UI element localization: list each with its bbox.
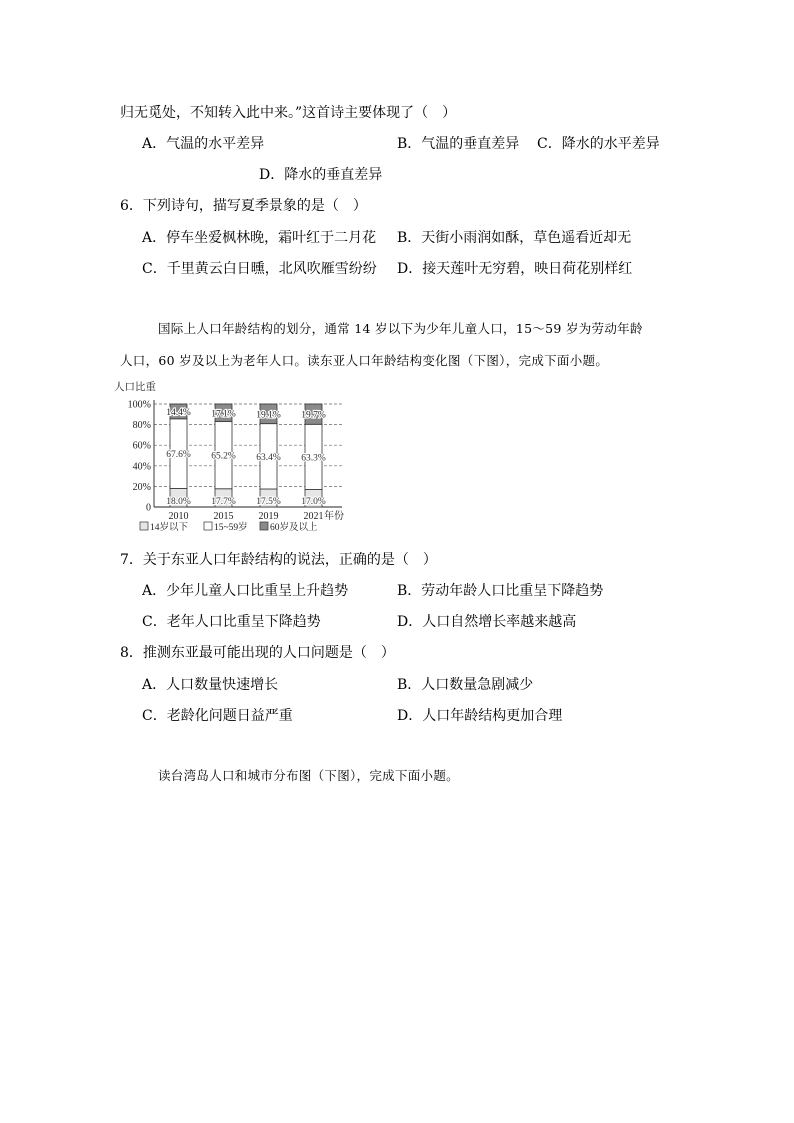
q7-option-a[interactable]: A．少年儿童人口比重呈上升趋势	[142, 583, 349, 599]
q8-option-a[interactable]: A．人口数量快速增长	[142, 677, 279, 693]
data-label: 17.0%	[301, 497, 326, 507]
q8-stem: 8．推测东亚最可能出现的人口问题是（ ）	[120, 645, 395, 661]
y-tick-label: 0	[146, 502, 151, 514]
intro1-line1: 国际上人口年龄结构的划分，通常 14 岁以下为少年儿童人口，15～59 岁为劳动年龄	[158, 321, 643, 336]
q6-option-a[interactable]: A．停车坐爱枫林晚，霜叶红于二月花	[142, 230, 377, 246]
legend-swatch	[204, 522, 212, 530]
q6-option-c[interactable]: C．千里黄云白日曛，北风吹雁雪纷纷	[142, 261, 377, 277]
q5-option-b[interactable]: B．气温的垂直差异	[397, 136, 520, 152]
q5-option-c[interactable]: C．降水的水平差异	[537, 136, 660, 152]
y-tick-label: 40%	[132, 461, 151, 473]
q6-option-b[interactable]: B．天街小雨润如酥，草色遥看近却无	[397, 230, 632, 246]
q5-stem-tail: 归无觅处，不知转入此中来。”这首诗主要体现了（ ）	[120, 105, 457, 121]
intro1-line2: 人口，60 岁及以上为老年人口。读东亚人口年龄结构变化图（下图），完成下面小题。	[120, 353, 609, 368]
legend-label: 15~59岁	[214, 523, 248, 533]
q6-stem: 6．下列诗句，描写夏季景象的是（ ）	[120, 198, 367, 214]
data-label: 19.1%	[256, 410, 281, 421]
legend-swatch	[260, 522, 268, 530]
y-axis-title: 人口比重	[114, 382, 156, 393]
age-structure-chart	[110, 378, 370, 540]
q7-stem: 7．关于东亚人口年龄结构的说法，正确的是（ ）	[120, 552, 437, 568]
y-tick-label: 80%	[132, 420, 151, 432]
x-axis-title: 年份	[324, 511, 344, 522]
x-tick-label: 2019	[258, 511, 279, 522]
data-label: 14.4%	[166, 407, 191, 418]
y-tick-label: 20%	[132, 481, 151, 493]
data-label: 17.7%	[211, 497, 236, 507]
q7-option-d[interactable]: D．人口自然增长率越来越高	[397, 614, 577, 630]
data-label: 18.0%	[166, 497, 191, 507]
legend-label: 14岁以下	[150, 523, 189, 533]
y-tick-label: 100%	[127, 399, 151, 411]
q7-option-c[interactable]: C．老年人口比重呈下降趋势	[142, 614, 321, 630]
q5-option-d[interactable]: D．降水的垂直差异	[259, 167, 383, 183]
data-label: 67.6%	[166, 450, 191, 461]
data-label: 19.7%	[301, 410, 326, 421]
q5-option-a[interactable]: A．气温的水平差异	[142, 136, 265, 152]
x-tick-label: 2021	[303, 511, 324, 522]
data-label: 17.5%	[256, 497, 281, 507]
data-label: 17.1%	[211, 409, 236, 420]
q8-option-d[interactable]: D．人口年龄结构更加合理	[397, 708, 563, 724]
y-tick-label: 60%	[132, 440, 151, 452]
data-label: 63.4%	[256, 452, 281, 463]
legend-swatch	[140, 522, 148, 530]
data-label: 63.3%	[301, 453, 326, 464]
q8-option-c[interactable]: C．老龄化问题日益严重	[142, 708, 293, 724]
x-tick-label: 2015	[213, 511, 234, 522]
legend-label: 60岁及以上	[270, 523, 318, 533]
data-label: 65.2%	[211, 451, 236, 462]
intro2-line1: 读台湾岛人口和城市分布图（下图），完成下面小题。	[158, 768, 459, 783]
q7-option-b[interactable]: B．劳动年龄人口比重呈下降趋势	[397, 583, 604, 599]
q6-option-d[interactable]: D．接天莲叶无穷碧，映日荷花别样红	[397, 261, 633, 277]
x-tick-label: 2010	[168, 511, 189, 522]
q8-option-b[interactable]: B．人口数量急剧减少	[397, 677, 534, 693]
